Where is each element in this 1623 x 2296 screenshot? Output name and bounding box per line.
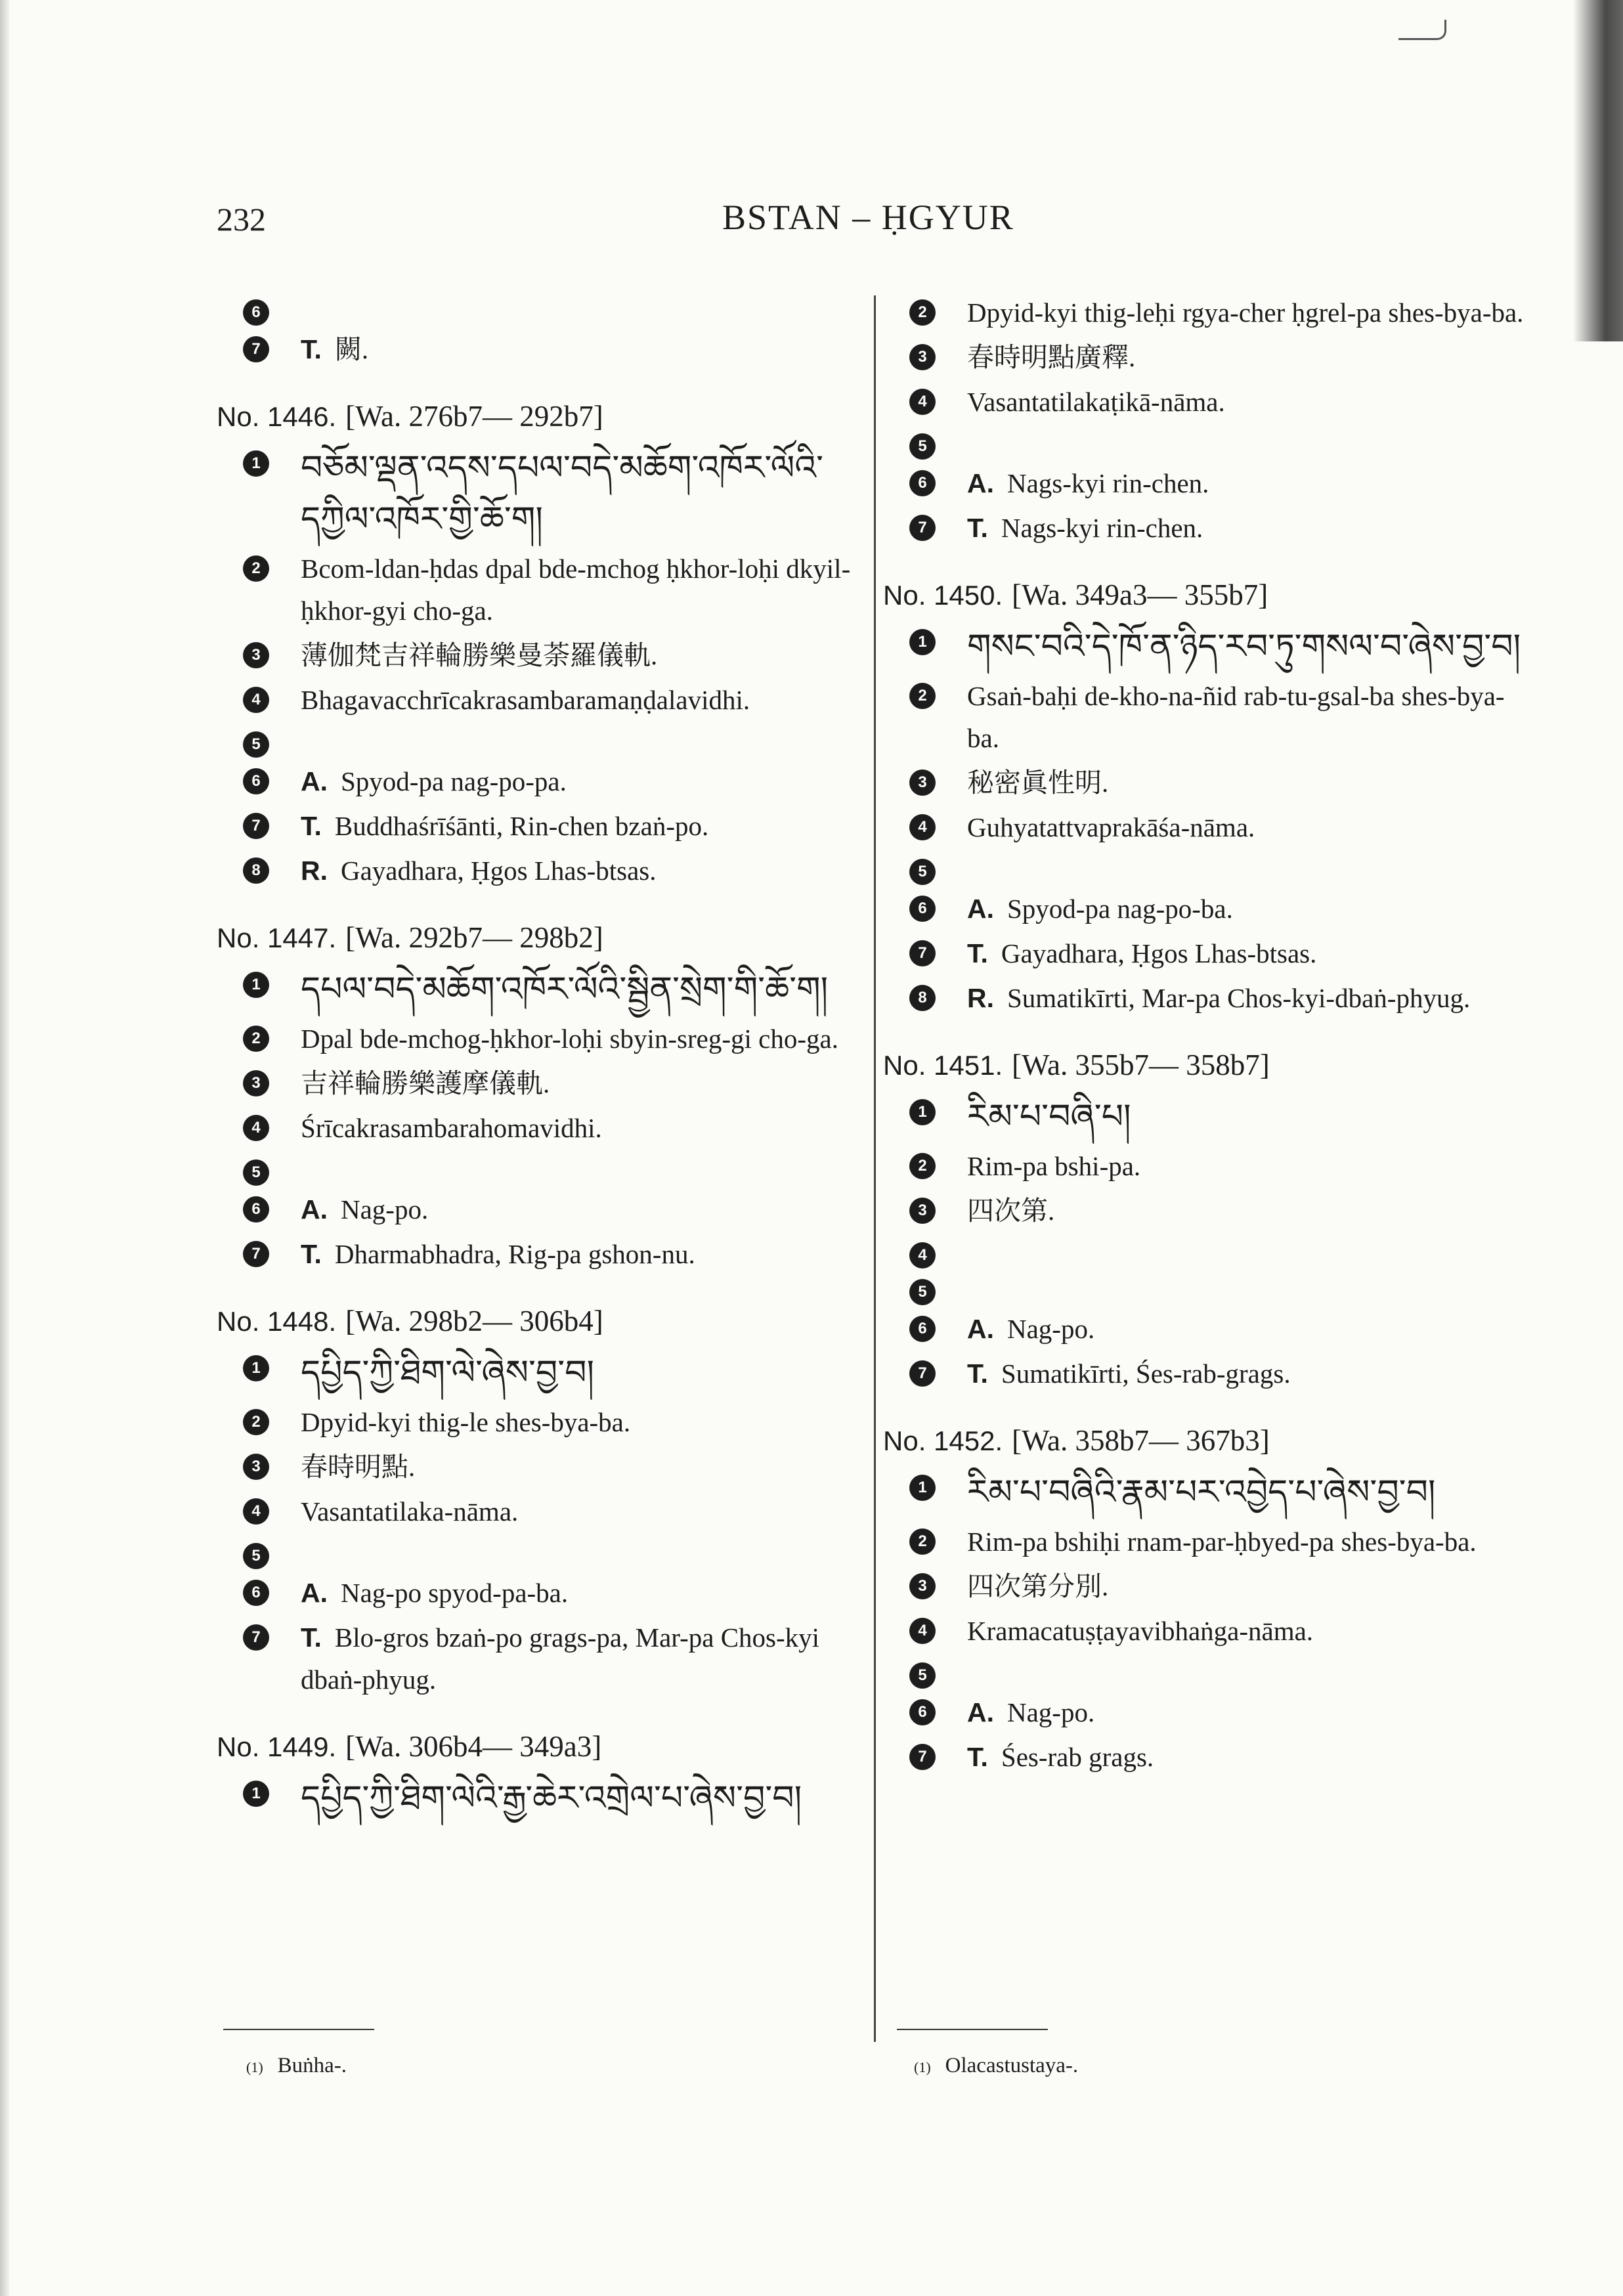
field-number-badge: 4	[243, 1498, 269, 1525]
field-text: Dpyid-kyi thig-le shes-bya-ba.	[301, 1407, 631, 1437]
field-number-badge: 2	[909, 683, 936, 709]
field-value	[967, 675, 1533, 759]
field-text: 闕.	[334, 334, 369, 364]
field-value	[967, 292, 1533, 334]
catalog-entry	[883, 1423, 1533, 1778]
entry-field	[883, 851, 1533, 885]
entry-field	[217, 634, 860, 676]
catalog-entry	[217, 292, 860, 370]
role-label: T.	[301, 811, 322, 841]
field-number-badge: 3	[243, 1454, 269, 1480]
left-column	[217, 289, 860, 1853]
entry-field	[217, 1107, 860, 1149]
entry-field	[217, 805, 860, 847]
field-text: Śes-rab grags.	[1001, 1742, 1154, 1772]
page-edge-shadow-left	[0, 0, 9, 2296]
running-head: BSTAN – ḤGYUR	[722, 198, 1014, 237]
entry-field	[217, 328, 860, 370]
field-number-badge: 3	[909, 769, 936, 796]
field-number-badge: 8	[909, 985, 936, 1011]
field-value	[967, 1610, 1533, 1652]
field-number-badge: 6	[909, 1699, 936, 1725]
folio-reference: [Wa. 349a3— 355b7]	[1012, 578, 1268, 611]
field-value	[301, 1233, 860, 1275]
field-number-badge: 7	[243, 1624, 269, 1651]
field-text: རིམ་པ་བཞི་པ།	[967, 1097, 1131, 1137]
entry-field	[883, 1655, 1533, 1689]
field-value	[967, 1145, 1533, 1187]
catalog-entry	[217, 399, 860, 892]
tibetan-title	[967, 1091, 1533, 1142]
field-text: 春時明點廣釋.	[967, 342, 1136, 372]
field-text: Nag-po spyod-pa-ba.	[341, 1578, 569, 1608]
field-value	[967, 977, 1533, 1019]
field-value	[301, 548, 860, 632]
entry-field	[217, 679, 860, 721]
footnote-text: Buṅha-.	[277, 2054, 347, 2077]
field-text: Nags-kyi rin-chen.	[1007, 468, 1209, 498]
field-number-badge: 1	[909, 1475, 936, 1501]
entry-field	[883, 381, 1533, 423]
field-value	[301, 1446, 860, 1488]
footnote-left	[246, 2054, 347, 2078]
catalog-entry	[217, 1729, 860, 1824]
field-value	[301, 1018, 860, 1060]
field-number-badge: 3	[909, 1573, 936, 1599]
field-text: བཅོམ་ལྡན་འདས་དཔལ་བདེ་མཆོག་འཁོར་ལོའི་དཀྱིལ་འཁོར་གྱི་ཆོ་ག།	[301, 448, 824, 539]
entry-field	[883, 292, 1533, 334]
entry-heading	[217, 399, 860, 433]
field-value	[967, 1190, 1533, 1232]
entry-number: No. 1447.	[217, 922, 337, 953]
entry-field	[883, 1234, 1533, 1268]
entry-field	[217, 964, 860, 1015]
field-value	[301, 805, 860, 847]
field-text: Guhyatattvaprakāśa-nāma.	[967, 812, 1255, 842]
footnote-rule-right	[897, 2029, 1048, 2030]
field-text: Kramacatuṣṭayavibhaṅga-nāma.	[967, 1616, 1314, 1646]
footnote-rule-left	[223, 2029, 374, 2030]
entry-field	[883, 1467, 1533, 1518]
role-label: R.	[301, 856, 328, 886]
field-number-badge: 1	[909, 1099, 936, 1125]
folio-reference: [Wa. 298b2— 306b4]	[345, 1305, 603, 1337]
entry-field	[883, 425, 1533, 460]
field-text: Nag-po.	[1007, 1697, 1095, 1727]
entry-field	[883, 1190, 1533, 1232]
entry-field	[883, 888, 1533, 930]
field-number-badge: 7	[909, 1360, 936, 1387]
entry-field	[217, 1188, 860, 1230]
field-number-badge: 5	[243, 1543, 269, 1569]
tibetan-title	[301, 964, 860, 1015]
entry-field	[883, 977, 1533, 1019]
field-number-badge: 7	[909, 1744, 936, 1770]
field-value	[967, 1521, 1533, 1563]
field-number-badge: 1	[243, 972, 269, 998]
field-text: དཔལ་བདེ་མཆོག་འཁོར་ལོའི་སྦྱིན་སྲེག་གི་ཆོ་ག།	[301, 970, 829, 1009]
page-edge-shadow-right	[1573, 0, 1623, 341]
entry-number: No. 1448.	[217, 1306, 337, 1337]
field-number-badge: 2	[243, 1026, 269, 1052]
entry-field	[883, 1610, 1533, 1652]
field-text: Blo-gros bzaṅ-po grags-pa, Mar-pa Chos-kyi dbaṅ-phyug.	[301, 1622, 820, 1695]
field-number-badge: 1	[243, 450, 269, 477]
field-value	[967, 762, 1533, 804]
folio-reference: [Wa. 276b7— 292b7]	[345, 400, 603, 433]
field-text: Gayadhara, Ḥgos Lhas-btsas.	[1001, 938, 1317, 968]
field-number-badge: 5	[909, 433, 936, 460]
field-text: Buddhaśrīśānti, Rin-chen bzaṅ-po.	[334, 811, 709, 841]
field-number-badge: 7	[243, 336, 269, 362]
entry-field	[883, 1308, 1533, 1350]
field-number-badge: 6	[909, 470, 936, 496]
role-label: T.	[967, 513, 988, 543]
entry-field	[217, 724, 860, 758]
entry-field	[883, 806, 1533, 848]
field-value	[301, 1062, 860, 1104]
field-value	[301, 634, 860, 676]
footnote-right	[914, 2054, 1078, 2078]
field-number-badge: 5	[243, 731, 269, 758]
entry-field	[883, 507, 1533, 549]
tibetan-title	[301, 1347, 860, 1398]
entry-field	[217, 1535, 860, 1569]
role-label: T.	[967, 1358, 988, 1389]
folio-reference: [Wa. 358b7— 367b3]	[1012, 1424, 1270, 1457]
field-text: Sumatikīrti, Śes-rab-grags.	[1001, 1358, 1291, 1389]
field-text: Nag-po.	[341, 1194, 429, 1224]
field-number-badge: 2	[243, 555, 269, 582]
field-number-badge: 4	[909, 389, 936, 415]
entry-field	[883, 1565, 1533, 1607]
corner-pencil-mark	[1398, 20, 1446, 40]
field-number-badge: 2	[909, 1153, 936, 1179]
catalog-entry	[883, 578, 1533, 1019]
role-label: A.	[967, 1314, 994, 1344]
field-text: Bcom-ldan-ḥdas dpal bde-mchog ḥkhor-loḥi dkyil-ḥkhor-gyi cho-ga.	[301, 553, 851, 626]
entry-field	[217, 760, 860, 802]
entry-field	[217, 1446, 860, 1488]
entry-number: No. 1451.	[883, 1050, 1003, 1081]
footnote-marker: (1)	[914, 2059, 931, 2075]
field-value	[967, 1691, 1533, 1733]
tibetan-title	[301, 1773, 860, 1824]
catalog-entry	[883, 1048, 1533, 1395]
field-number-badge: 7	[909, 515, 936, 541]
field-number-badge: 3	[243, 1070, 269, 1096]
entry-field	[217, 1062, 860, 1104]
entry-field	[217, 850, 860, 892]
field-number-badge: 6	[909, 1316, 936, 1342]
field-number-badge: 3	[909, 344, 936, 370]
entry-heading	[217, 921, 860, 955]
entry-field	[883, 1145, 1533, 1187]
field-number-badge: 7	[909, 940, 936, 966]
entry-number: No. 1449.	[217, 1731, 337, 1762]
tibetan-title	[967, 621, 1533, 672]
field-value	[967, 888, 1533, 930]
field-value	[301, 1188, 860, 1230]
role-label: T.	[301, 1239, 322, 1269]
field-text: 四次第.	[967, 1196, 1055, 1226]
entry-field	[883, 1353, 1533, 1395]
field-number-badge: 4	[243, 1115, 269, 1141]
field-text: Spyod-pa nag-po-ba.	[1007, 894, 1233, 924]
field-text: 春時明點.	[301, 1452, 416, 1482]
column-divider	[874, 295, 876, 2042]
field-number-badge: 5	[909, 1279, 936, 1305]
entry-field	[883, 1271, 1533, 1305]
field-value	[967, 1565, 1533, 1607]
field-text: Vasantatilaka-nāma.	[301, 1496, 519, 1527]
field-number-badge: 3	[909, 1198, 936, 1224]
footnote-marker: (1)	[246, 2059, 263, 2075]
folio-reference: [Wa. 306b4— 349a3]	[345, 1730, 602, 1763]
catalog-entry	[217, 1304, 860, 1700]
field-number-badge: 6	[909, 896, 936, 922]
field-value	[967, 806, 1533, 848]
field-text: 秘密眞性明.	[967, 768, 1109, 798]
field-value	[301, 328, 860, 370]
field-text: Spyod-pa nag-po-pa.	[341, 766, 567, 796]
field-text: 四次第分別.	[967, 1571, 1109, 1601]
entry-field	[883, 336, 1533, 378]
entry-field	[217, 1233, 860, 1275]
page-number: 232	[217, 201, 266, 238]
entry-field	[883, 675, 1533, 759]
field-value	[301, 1401, 860, 1443]
field-number-badge: 5	[909, 859, 936, 885]
field-number-badge: 6	[243, 299, 269, 326]
entry-field	[217, 1152, 860, 1186]
field-text: གསང་བའི་དེ་ཁོ་ན་ཉིད་རབ་ཏུ་གསལ་བ་ཞེས་བྱ་བ།	[967, 627, 1521, 666]
field-value	[967, 932, 1533, 974]
field-text: Rim-pa bshi-pa.	[967, 1151, 1141, 1181]
field-text: Dharmabhadra, Rig-pa gshon-nu.	[334, 1239, 695, 1269]
field-number-badge: 3	[243, 642, 269, 668]
field-number-badge: 1	[243, 1781, 269, 1807]
field-number-badge: 7	[243, 813, 269, 839]
role-label: T.	[967, 938, 988, 968]
tibetan-title	[967, 1467, 1533, 1518]
role-label: A.	[301, 766, 328, 796]
role-label: A.	[301, 1578, 328, 1608]
entry-heading	[217, 1304, 860, 1338]
entry-heading	[883, 1423, 1533, 1458]
field-value	[967, 507, 1533, 549]
role-label: T.	[967, 1742, 988, 1772]
entry-field	[883, 1736, 1533, 1778]
field-value	[967, 1353, 1533, 1395]
field-number-badge: 7	[243, 1241, 269, 1267]
field-number-badge: 8	[243, 857, 269, 884]
footnote-text: Olacastustaya-.	[945, 2054, 1079, 2077]
role-label: T.	[301, 334, 322, 364]
field-value	[301, 760, 860, 802]
catalog-entry	[217, 921, 860, 1275]
entry-field	[883, 762, 1533, 804]
entry-field	[883, 1691, 1533, 1733]
entry-field	[217, 1616, 860, 1700]
field-number-badge: 6	[243, 768, 269, 794]
role-label: R.	[967, 983, 994, 1013]
field-value	[967, 1736, 1533, 1778]
field-number-badge: 4	[909, 814, 936, 840]
field-value	[967, 381, 1533, 423]
field-text: 吉祥輪勝樂護摩儀軌.	[301, 1068, 550, 1098]
entry-field	[217, 1347, 860, 1398]
field-value	[967, 336, 1533, 378]
field-number-badge: 1	[909, 629, 936, 655]
role-label: A.	[301, 1194, 328, 1224]
field-number-badge: 2	[243, 1409, 269, 1435]
entry-field	[217, 1773, 860, 1824]
field-number-badge: 6	[243, 1580, 269, 1606]
tibetan-title	[301, 443, 860, 545]
entry-number: No. 1452.	[883, 1425, 1003, 1456]
field-text: Gsaṅ-baḥi de-kho-na-ñid rab-tu-gsal-ba shes-bya-ba.	[967, 681, 1505, 753]
field-text: 薄伽梵吉祥輪勝樂曼荼羅儀軌.	[301, 640, 658, 670]
field-text: Dpal bde-mchog-ḥkhor-loḥi sbyin-sreg-gi cho-ga.	[301, 1024, 838, 1054]
field-text: Rim-pa bshiḥi rnam-par-ḥbyed-pa shes-bya-ba.	[967, 1527, 1477, 1557]
entry-field	[883, 932, 1533, 974]
role-label: A.	[967, 894, 994, 924]
field-text: Vasantatilakaṭikā-nāma.	[967, 387, 1225, 417]
field-number-badge: 2	[909, 1528, 936, 1555]
role-label: T.	[301, 1622, 322, 1653]
entry-number: No. 1446.	[217, 401, 337, 432]
entry-heading	[883, 578, 1533, 612]
field-value	[301, 1616, 860, 1700]
field-number-badge: 6	[243, 1196, 269, 1223]
field-value	[967, 1308, 1533, 1350]
entry-field	[883, 621, 1533, 672]
field-text: Dpyid-kyi thig-leḥi rgya-cher ḥgrel-pa shes-bya-ba.	[967, 297, 1524, 328]
field-value	[301, 850, 860, 892]
field-text: དཔྱིད་ཀྱི་ཐིག་ལེ་ཞེས་བྱ་བ།	[301, 1353, 594, 1393]
field-text: Sumatikīrti, Mar-pa Chos-kyi-dbaṅ-phyug.	[1007, 983, 1471, 1013]
entry-field	[217, 1490, 860, 1532]
entry-heading	[217, 1729, 860, 1764]
field-value	[301, 679, 860, 721]
field-number-badge: 4	[909, 1242, 936, 1268]
field-text: Nags-kyi rin-chen.	[1001, 513, 1203, 543]
entry-heading	[883, 1048, 1533, 1082]
field-text: རིམ་པ་བཞིའི་རྣམ་པར་འབྱེད་པ་ཞེས་བྱ་བ།	[967, 1473, 1436, 1512]
entry-field	[217, 292, 860, 326]
entry-field	[883, 1091, 1533, 1142]
field-number-badge: 4	[243, 687, 269, 713]
field-number-badge: 5	[243, 1159, 269, 1186]
field-number-badge: 4	[909, 1618, 936, 1644]
entry-field	[883, 1521, 1533, 1563]
field-number-badge: 2	[909, 299, 936, 326]
folio-reference: [Wa. 355b7— 358b7]	[1012, 1049, 1270, 1081]
catalog-entry	[883, 292, 1533, 549]
field-text: Bhagavacchrīcakrasambaramaṇḍalavidhi.	[301, 685, 750, 715]
field-text: Śrīcakrasambarahomavidhi.	[301, 1113, 602, 1143]
field-number-badge: 1	[243, 1355, 269, 1381]
entry-field	[217, 548, 860, 632]
right-column	[883, 289, 1533, 1807]
role-label: A.	[967, 468, 994, 498]
role-label: A.	[967, 1697, 994, 1727]
field-value	[301, 1572, 860, 1614]
entry-field	[217, 1401, 860, 1443]
folio-reference: [Wa. 292b7— 298b2]	[345, 921, 603, 954]
field-value	[967, 462, 1533, 504]
field-number-badge: 5	[909, 1662, 936, 1689]
field-value	[301, 1490, 860, 1532]
entry-field	[217, 443, 860, 545]
entry-number: No. 1450.	[883, 580, 1003, 611]
entry-field	[217, 1018, 860, 1060]
field-text: Gayadhara, Ḥgos Lhas-btsas.	[341, 856, 657, 886]
field-text: Nag-po.	[1007, 1314, 1095, 1344]
field-text: དཔྱིད་ཀྱི་ཐིག་ལེའི་རྒྱ་ཆེར་འགྲེལ་པ་ཞེས་བྱ་བ།	[301, 1779, 802, 1818]
entry-field	[217, 1572, 860, 1614]
entry-field	[883, 462, 1533, 504]
field-value	[301, 1107, 860, 1149]
